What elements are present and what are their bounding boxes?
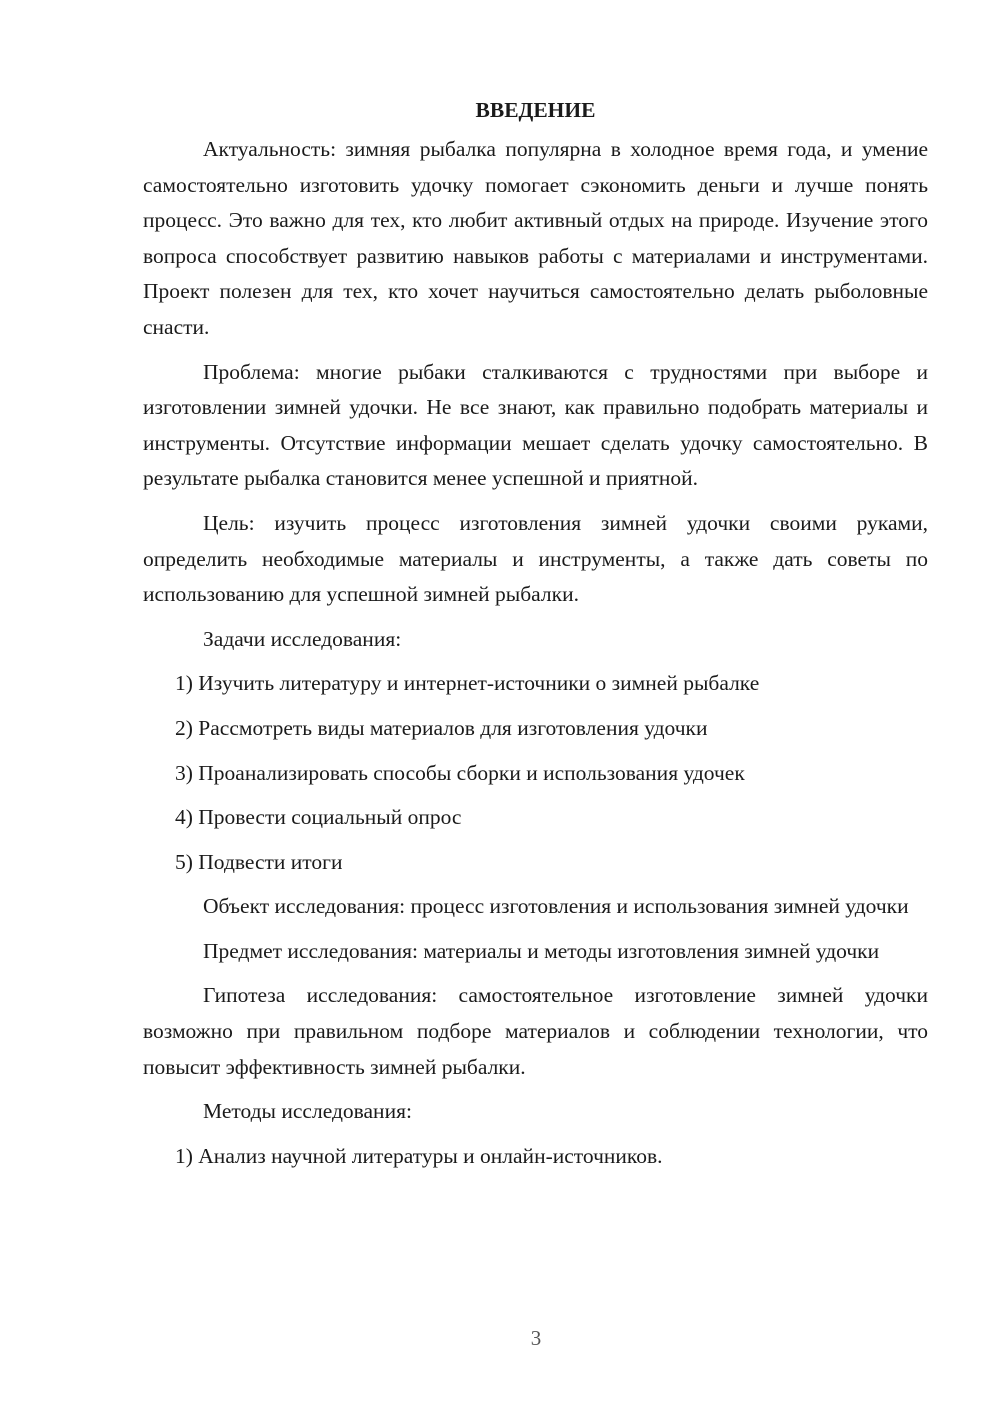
hypothesis-paragraph: Гипотеза исследования: самостоятельное изготовление зимней удочки возможно при правильном подборе материалов и соблюдении технологии, что повысит эффективность зимней рыбалки. [143,983,928,1079]
tasks-label: Задачи исследования: [203,626,402,651]
section-heading: ВВЕДЕНИЕ [475,98,596,122]
problem-paragraph: Проблема: многие рыбаки сталкиваются с трудностями при выборе и изготовлении зимней удочки. Не все знают, как правильно подобрать материалы и инструменты. Отсутствие информации мешает сделать удочку самостоятельно. В результате рыбалка становится менее успешной и приятной. [143,359,928,491]
methods-list [143,1139,928,1175]
subject-paragraph: Предмет исследования: материалы и методы изготовления зимней удочки [203,938,880,963]
page-number: 3 [530,1326,542,1350]
list-item: 1) Анализ научной литературы и онлайн-источников. [175,1143,663,1168]
page-content [143,92,928,1183]
list-item: 5) Подвести итоги [175,849,343,874]
list-item: 4) Провести социальный опрос [175,805,462,830]
list-item: 3) Проанализировать способы сборки и использования удочек [175,760,745,785]
goal-paragraph: Цель: изучить процесс изготовления зимней удочки своими руками, определить необходимые материалы и инструменты, а также дать советы по использованию для успешной зимней рыбалки. [143,510,928,607]
list-item: 2) Рассмотреть виды материалов для изготовления удочки [175,715,708,740]
object-paragraph: Объект исследования: процесс изготовления и использования зимней удочки [203,894,909,919]
methods-label: Методы исследования: [203,1099,412,1124]
list-item: 1) Изучить литературу и интернет-источники о зимней рыбалке [175,671,760,696]
relevance-paragraph: Актуальность: зимняя рыбалка популярна в холодное время года, и умение самостоятельно изготовить удочку помогает сэкономить деньги и лучше понять процесс. Это важно для тех, кто любит активный отдых на природе. Изучение этого вопроса способствует развитию навыков работы с материалами и инструментами. Проект полезен для тех, кто хочет научиться самостоятельно делать рыболовные снасти. [143,137,928,339]
tasks-list [143,666,928,880]
